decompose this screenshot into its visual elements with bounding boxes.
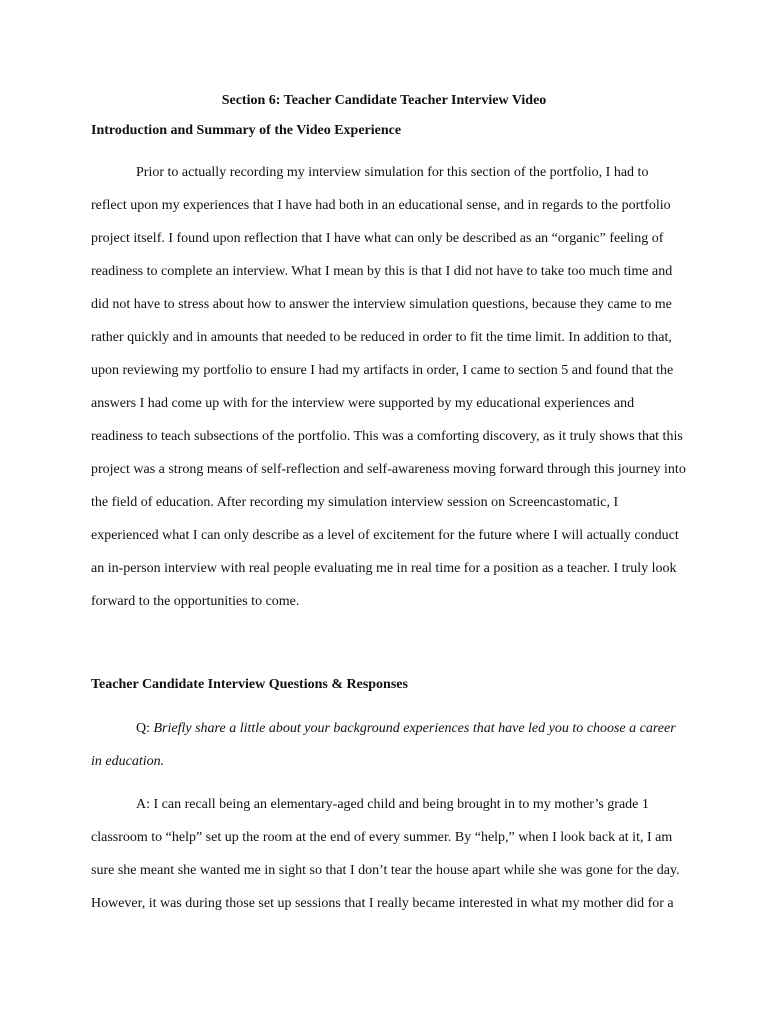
paragraph-line: an in-person interview with real people evaluating me in real time for a position as a teacher. I truly look (91, 561, 677, 576)
paragraph-line: reflect upon my experiences that I have had both in an educational sense, and in regards to the portfolio (91, 198, 671, 213)
paragraph-line: forward to the opportunities to come. (91, 594, 300, 609)
paragraph-line: experienced what I can only describe as a level of excitement for the future where I will actually conduct (91, 528, 679, 543)
paragraph-line: rather quickly and in amounts that needed to be reduced in order to fit the time limit. In addition to that, (91, 330, 672, 345)
paragraph-line: the field of education. After recording my simulation interview session on Screencastomatic, I (91, 495, 619, 510)
question-label: Q: (136, 721, 154, 736)
intro-paragraph (91, 156, 686, 618)
paragraph-line: did not have to stress about how to answer the interview simulation questions, because they came to me (91, 297, 672, 312)
qa-heading: Teacher Candidate Interview Questions & Responses (91, 677, 408, 692)
answer-line: sure she meant she wanted me in sight so that I don’t tear the house apart while she was gone for the day. (91, 863, 680, 878)
question-line: in education. (91, 754, 165, 769)
interview-answer (91, 788, 680, 920)
interview-question (91, 712, 677, 778)
answer-line: A: I can recall being an elementary-aged child and being brought in to my mother’s grade 1 (136, 797, 649, 812)
paragraph-line: project itself. I found upon reflection that I have what can only be described as an “organic” feeling of (91, 231, 664, 246)
question-text: Briefly share a little about your background experiences that have led you to choose a career (153, 721, 676, 736)
intro-heading: Introduction and Summary of the Video Experience (91, 123, 402, 138)
paragraph-line: upon reviewing my portfolio to ensure I had my artifacts in order, I came to section 5 and found that the (91, 363, 674, 378)
paragraph-line: readiness to complete an interview. What I mean by this is that I did not have to take too much time and (91, 264, 673, 279)
page-title: Section 6: Teacher Candidate Teacher Interview Video (221, 93, 547, 108)
paragraph-line: answers I had come up with for the interview were supported by my educational experiences and (91, 396, 635, 411)
answer-line: However, it was during those set up sessions that I really became interested in what my mother did for a (91, 896, 674, 911)
answer-line: classroom to “help” set up the room at the end of every summer. By “help,” when I look back at it, I am (91, 830, 673, 845)
question-line (91, 712, 677, 745)
paragraph-line: readiness to teach subsections of the portfolio. This was a comforting discovery, as it truly shows that this (91, 429, 683, 444)
paragraph-line: project was a strong means of self-reflection and self-awareness moving forward through this journey into (91, 462, 686, 477)
paragraph-line: Prior to actually recording my interview simulation for this section of the portfolio, I had to (136, 165, 649, 180)
